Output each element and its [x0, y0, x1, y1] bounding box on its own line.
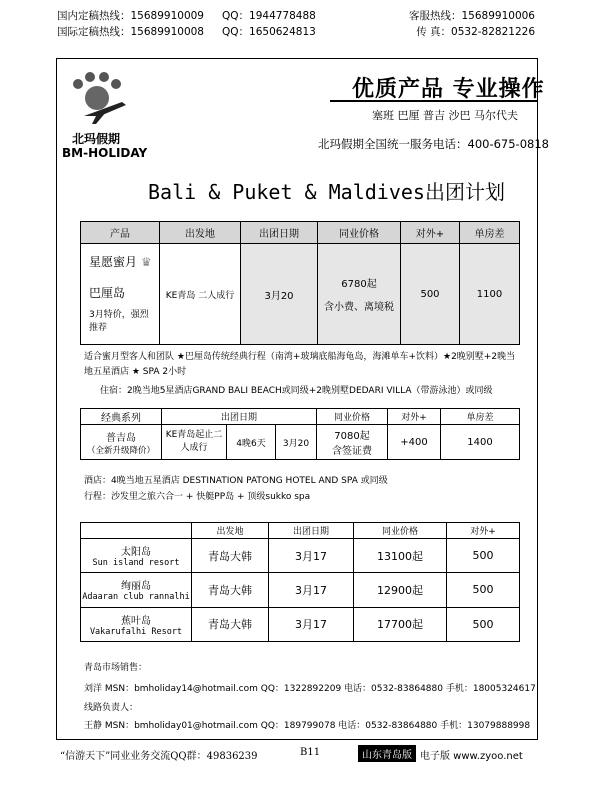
airplane-logo-icon	[70, 72, 130, 130]
resort-depart: 青岛大韩	[192, 607, 269, 641]
route-contact: 王静 MSN：bmholiday01@hotmail.com QQ：189799078 电话：0532-83864880 手机：13079888998	[84, 721, 531, 731]
resort-markup: 500	[447, 539, 520, 573]
resort-markup: 500	[447, 607, 520, 641]
crown-icon: ♛	[140, 255, 152, 269]
slogan-divider	[330, 100, 538, 102]
resort-date: 3月17	[269, 539, 354, 573]
slogan: 优质产品 专业操作	[352, 77, 545, 102]
phuket-route: 行程：沙发里之旅六合一 + 快艇PP岛 + 顶级sukko spa	[84, 492, 311, 502]
table-row	[81, 607, 520, 641]
phuket-note: （全新升级降价）	[86, 445, 155, 456]
resort-depart: 青岛大韩	[192, 539, 269, 573]
col-markup2: 对外+	[388, 409, 441, 425]
col-markup3: 对外+	[447, 523, 520, 539]
brand-name-en: BM-HOLIDAY	[62, 146, 148, 160]
col-single2: 单房差	[441, 409, 520, 425]
date-cell: 3月20	[241, 244, 318, 345]
page-number: B11	[300, 747, 321, 758]
resort-name: 蕉叶岛 Vakarufalhi Resort	[81, 607, 192, 641]
destination-list: 塞班 巴厘 普吉 沙巴 马尔代夫	[372, 109, 518, 122]
col-depart3: 出发地	[192, 523, 269, 539]
phuket-price-value: 7080起	[334, 431, 370, 442]
footer-qq-group: “信游天下”同业业务交流QQ群：49836239	[60, 751, 258, 762]
resort-price: 12900起	[354, 573, 447, 607]
domestic-qq: QQ：1944778488	[222, 10, 316, 22]
sales-contact: 刘洋 MSN：bmholiday14@hotmail.com QQ：1322892209 电话：0532-83864880 手机：18005324617	[84, 684, 536, 694]
col-series: 经典系列	[81, 409, 162, 425]
phuket-table	[80, 408, 520, 460]
resort-markup: 500	[447, 573, 520, 607]
phuket-depart: KE青岛起止二人成行	[162, 425, 227, 460]
phuket-price	[317, 425, 388, 460]
bali-description: 适合蜜月型客人和团队 ★巴厘岛传统经典行程（南湾+玻璃底船海龟岛，海滩单车+饮料）★2晚别墅+2晚当地五星酒店 ★ SPA 2小时	[84, 352, 516, 377]
resort-name: 绚丽岛 Adaaran club rannalhi	[81, 573, 192, 607]
phuket-date: 3月20	[276, 425, 317, 460]
phuket-price-includes: 含签证费	[332, 446, 372, 457]
col-product: 产品	[81, 222, 160, 244]
resort-price: 17700起	[354, 607, 447, 641]
col-date2: 出团日期	[162, 409, 317, 425]
table-row	[81, 539, 520, 573]
resort-date: 3月17	[269, 607, 354, 641]
col-depart: 出发地	[160, 222, 241, 244]
price-cell	[318, 244, 401, 345]
price-includes: 含小费、离境税	[324, 302, 394, 313]
depart-cell: KE青岛 二人成行	[160, 244, 241, 345]
markup-cell: 500	[401, 244, 460, 345]
bali-table	[80, 221, 520, 345]
product-name: 星愿蜜月 ♛	[89, 255, 152, 269]
col-date: 出团日期	[241, 222, 318, 244]
col-price2: 同业价格	[317, 409, 388, 425]
col-price3: 同业价格	[354, 523, 447, 539]
resort-date: 3月17	[269, 573, 354, 607]
phuket-single: 1400	[441, 425, 520, 460]
table-row	[81, 573, 520, 607]
phuket-duration: 4晚6天	[227, 425, 276, 460]
domestic-hotline: 国内定稿热线：15689910009	[57, 10, 204, 22]
phuket-markup: +400	[388, 425, 441, 460]
phuket-product	[81, 425, 162, 460]
footer-website: 电子版 www.zyoo.net	[420, 751, 523, 762]
route-label: 线路负责人：	[84, 703, 139, 713]
resort-name: 太阳岛 Sun island resort	[81, 539, 192, 573]
brand-name-cn: 北玛假期	[72, 132, 121, 146]
maldives-table	[80, 522, 520, 642]
intl-hotline: 国际定稿热线：15689910008	[57, 26, 204, 38]
col-price: 同业价格	[318, 222, 401, 244]
price-value: 6780起	[341, 279, 377, 290]
service-phone: 北玛假期全国统一服务电话：400-675-0818	[318, 137, 549, 151]
col-blank	[81, 523, 192, 539]
company-logo	[70, 72, 130, 130]
sales-label: 青岛市场销售：	[84, 663, 148, 673]
col-single: 单房差	[460, 222, 520, 244]
col-date3: 出团日期	[269, 523, 354, 539]
service-hotline: 客服热线：15689910006	[409, 10, 535, 22]
phuket-hotel: 酒店：4晚当地五星酒店 DESTINATION PATONG HOTEL AND SPA 或同级	[84, 476, 388, 486]
phuket-name: 普吉岛	[106, 432, 136, 444]
fax: 传 真：0532-82821226	[416, 26, 535, 38]
resort-depart: 青岛大韩	[192, 573, 269, 607]
page-title: Bali & Puket & Maldives出团计划	[148, 180, 505, 204]
edition-badge: 山东青岛版	[358, 745, 416, 762]
intl-qq: QQ：1650624813	[222, 26, 316, 38]
col-markup: 对外+	[401, 222, 460, 244]
resort-price: 13100起	[354, 539, 447, 573]
product-place: 巴厘岛	[89, 286, 126, 300]
product-note: 3月特价，强烈推荐	[89, 310, 149, 333]
product-cell	[81, 244, 160, 345]
single-cell: 1100	[460, 244, 520, 345]
bali-accommodation: 住宿：2晚当地5星酒店GRAND BALI BEACH或同级+2晚别墅DEDARI VILLA（带游泳池）或同级	[100, 386, 493, 396]
